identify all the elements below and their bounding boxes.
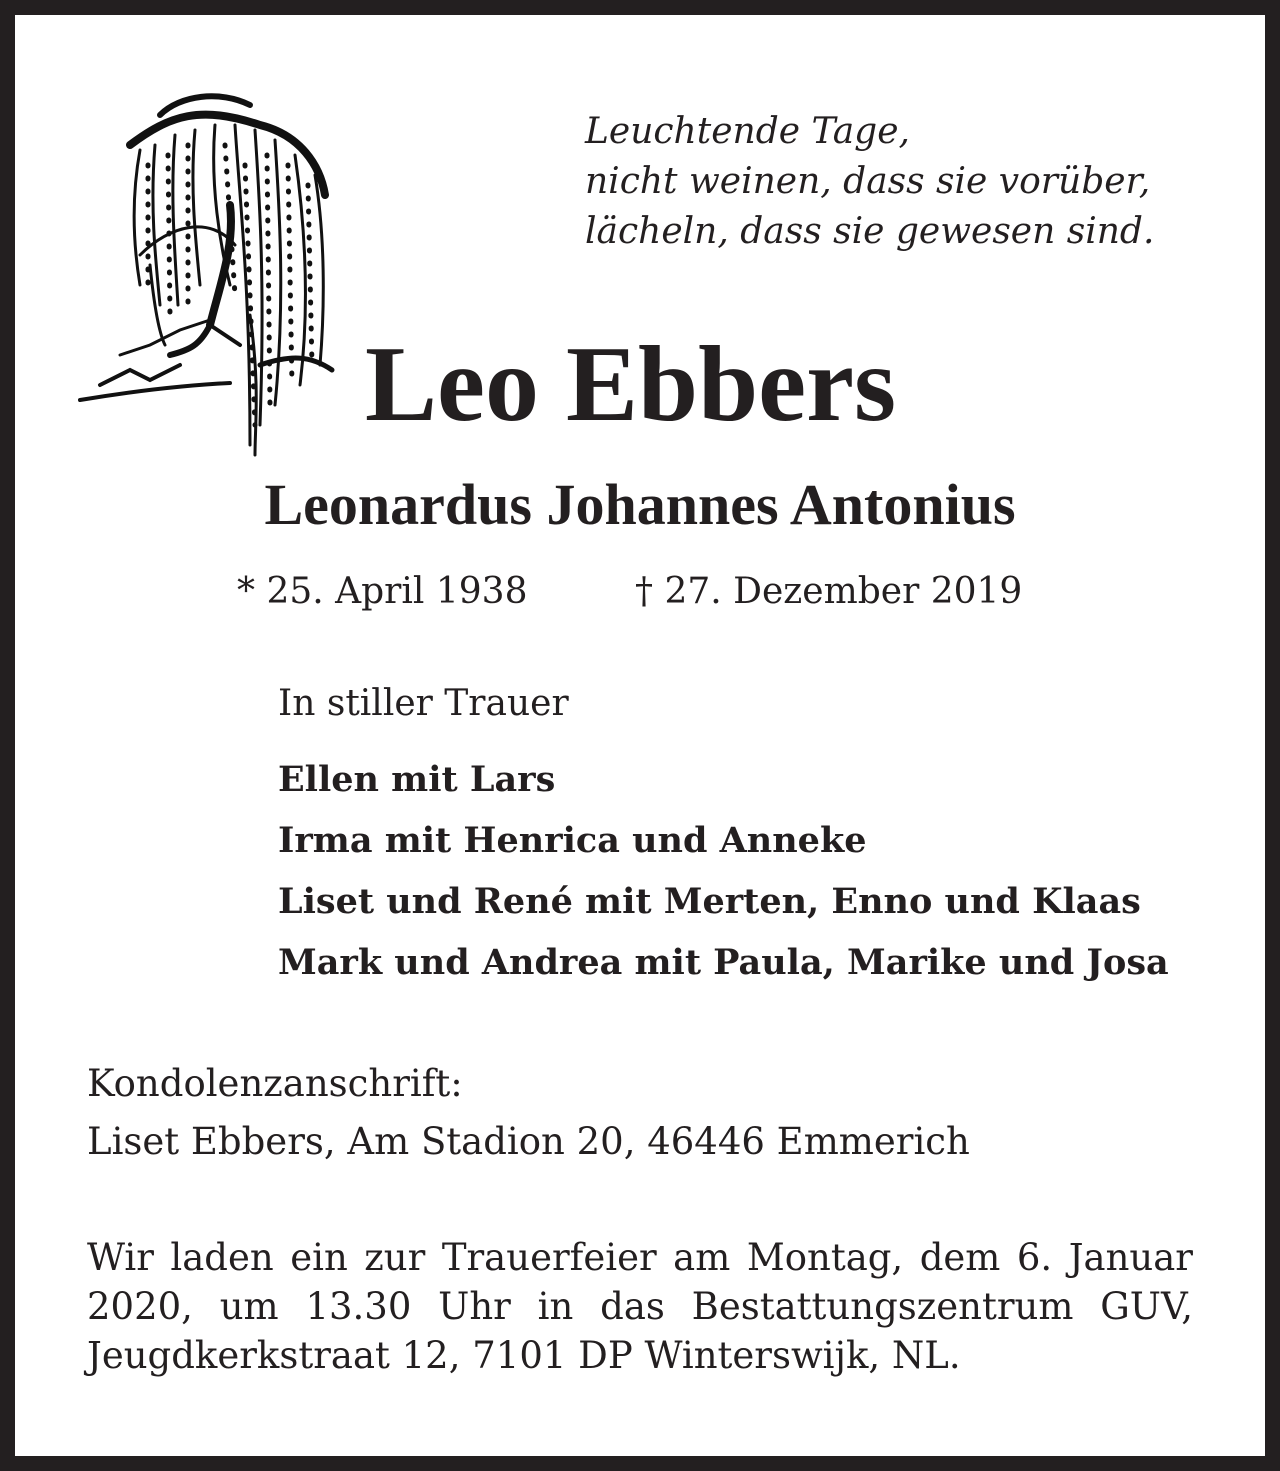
quote-line: Leuchtende Tage,	[585, 111, 910, 152]
death-date: † 27. Dezember 2019	[635, 571, 1023, 612]
family-line: Liset und René mit Merten, Enno und Klaas	[278, 881, 1141, 922]
family-list	[278, 749, 1169, 993]
mourning-intro: In stiller Trauer	[278, 683, 569, 724]
condolence-address-line: Liset Ebbers, Am Stadion 20, 46446 Emmerich	[87, 1120, 970, 1163]
family-line: Irma mit Henrica und Anneke	[278, 820, 867, 861]
quote-line: nicht weinen, dass sie vorüber,	[585, 161, 1151, 202]
funeral-invitation	[87, 1233, 1193, 1380]
family-line: Ellen mit Lars	[278, 759, 556, 800]
obituary-notice	[15, 15, 1265, 1456]
quote-line: lächeln, dass sie gewesen sind.	[585, 211, 1155, 252]
invitation-line: Jeugdkerkstraat 12, 7101 DP Winterswijk, NL.	[87, 1334, 961, 1377]
condolence-address	[87, 1055, 970, 1171]
family-line: Mark und Andrea mit Paula, Marike und Josa	[278, 942, 1169, 983]
invitation-line: Wir laden ein zur Trauerfeier am Montag, dem 6. Januar	[87, 1236, 1193, 1279]
invitation-line: 2020, um 13.30 Uhr in das Bestattungszentrum GUV,	[87, 1285, 1193, 1328]
condolence-label: Kondolenzanschrift:	[87, 1062, 463, 1105]
full-name: Leonardus Johannes Antonius	[264, 472, 1016, 537]
birth-date: * 25. April 1938	[237, 571, 528, 612]
willow-tree-icon	[60, 85, 350, 465]
deceased-name: Leo Ebbers	[365, 325, 897, 444]
quote	[585, 107, 1154, 257]
